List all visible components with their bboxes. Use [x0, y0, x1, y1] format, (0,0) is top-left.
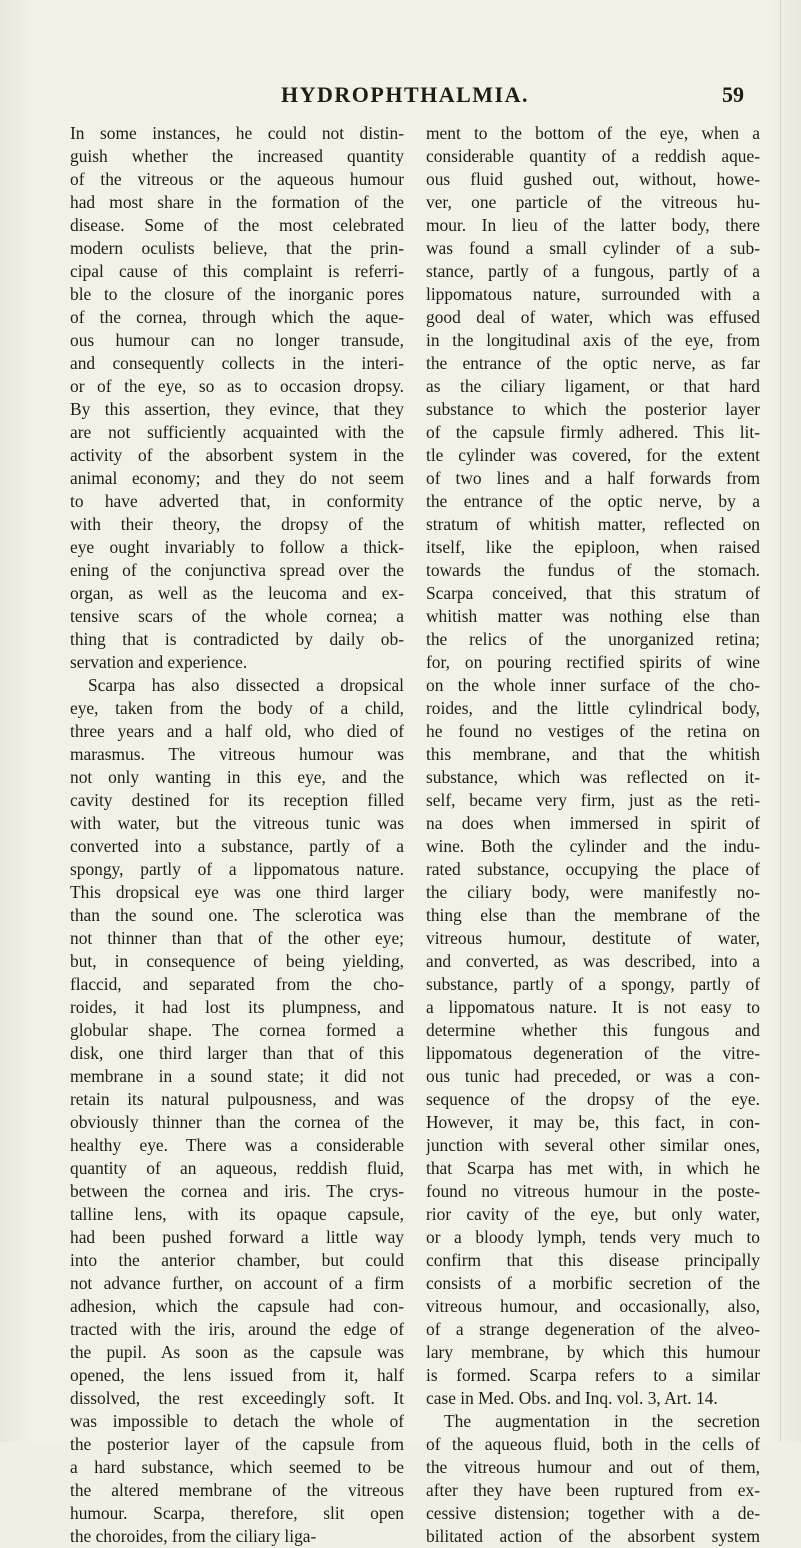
text-line: he found no vestiges of the retina on: [426, 721, 760, 741]
text-line: ous humour can no longer transude,: [70, 330, 404, 350]
text-line: junction with several other similar ones,: [426, 1135, 760, 1155]
text-line: flaccid, and separated from the cho-: [70, 974, 404, 994]
text-line: are not sufficiently acquainted with the: [70, 422, 404, 442]
text-line: organ, as well as the leucoma and ex-: [70, 583, 404, 603]
text-line: a hard substance, which seemed to be: [70, 1457, 404, 1477]
text-line: considerable quantity of a reddish aque-: [426, 146, 760, 166]
text-line: The augmentation in the secretion: [444, 1411, 760, 1431]
text-line: ver, one particle of the vitreous hu-: [426, 192, 760, 212]
text-line: humour. Scarpa, therefore, slit open: [70, 1503, 404, 1523]
text-line: cipal cause of this complaint is referri-: [70, 261, 404, 281]
text-line: This dropsical eye was one third larger: [70, 882, 404, 902]
text-line: dissolved, the rest exceedingly soft. It: [70, 1388, 404, 1408]
text-line: confirm that this disease principally: [426, 1250, 760, 1270]
text-line: substance, partly of a spongy, partly of: [426, 974, 760, 994]
text-line: rated substance, occupying the place of: [426, 859, 760, 879]
text-line: vitreous humour, destitute of water,: [426, 928, 760, 948]
text-line: in the longitudinal axis of the eye, from: [426, 330, 760, 350]
text-line: on the whole inner surface of the cho-: [426, 675, 760, 695]
text-line: case in Med. Obs. and Inq. vol. 3, Art. 14.: [426, 1388, 718, 1408]
text-line: found no vitreous humour in the poste-: [426, 1181, 760, 1201]
text-line: not thinner than that of the other eye;: [70, 928, 404, 948]
text-line: cessive distension; together with a de-: [426, 1503, 760, 1523]
text-line: whitish matter was nothing else than: [426, 606, 760, 626]
text-line: Scarpa has also dissected a dropsical: [88, 675, 404, 695]
text-line: bilitated action of the absorbent system: [426, 1526, 760, 1546]
text-line: guish whether the increased quantity: [70, 146, 404, 166]
text-line: than the sound one. The sclerotica was: [70, 905, 404, 925]
text-line: or of the eye, so as to occasion dropsy.: [70, 376, 404, 396]
text-line: substance, which was reflected on it-: [426, 767, 760, 787]
text-line: the vitreous humour and out of them,: [426, 1457, 760, 1477]
text-line: that Scarpa has met with, in which he: [426, 1158, 760, 1178]
text-line: was found a small cylinder of a sub-: [426, 238, 760, 258]
text-line: animal economy; and they do not seem: [70, 468, 404, 488]
text-line: thing that is contradicted by daily ob-: [70, 629, 404, 649]
text-line: had most share in the formation of the: [70, 192, 404, 212]
text-line: vitreous humour, and occasionally, also,: [426, 1296, 760, 1316]
text-line: Scarpa conceived, that this stratum of: [426, 583, 760, 603]
text-line: of the aqueous fluid, both in the cells of: [426, 1434, 760, 1454]
text-line: membrane in a sound state; it did not: [70, 1066, 404, 1086]
text-line: as the ciliary ligament, or that hard: [426, 376, 760, 396]
text-line: However, it may be, this fact, in con-: [426, 1112, 760, 1132]
running-title: HYDROPHTHALMIA.: [281, 82, 529, 107]
page-edge-shadow: [780, 0, 781, 1442]
text-line: sequence of the dropsy of the eye.: [426, 1089, 760, 1109]
text-line: tracted with the iris, around the edge of: [70, 1319, 404, 1339]
text-line: or a bloody lymph, tends very much to: [426, 1227, 760, 1247]
text-line: lippomatous degeneration of the vitre-: [426, 1043, 760, 1063]
text-line: healthy eye. There was a considerable: [70, 1135, 404, 1155]
text-line: tensive scars of the whole cornea; a: [70, 606, 404, 626]
text-line: of two lines and a half forwards from: [426, 468, 760, 488]
text-line: of the cornea, through which the aque-: [70, 307, 404, 327]
text-line: the relics of the unorganized retina;: [426, 629, 760, 649]
text-line: talline lens, with its opaque capsule,: [70, 1204, 404, 1224]
text-line: the posterior layer of the capsule from: [70, 1434, 404, 1454]
page-number: 59: [722, 82, 744, 107]
text-line: thing else than the membrane of the: [426, 905, 760, 925]
text-line: this membrane, and that the whitish: [426, 744, 760, 764]
text-line: of a strange degeneration of the alveo-: [426, 1319, 760, 1339]
text-line: ous tunic had preceded, or was a con-: [426, 1066, 760, 1086]
text-line: lary membrane, by which this humour: [426, 1342, 760, 1362]
text-line: na does when immersed in spirit of: [426, 813, 760, 833]
text-line: determine whether this fungous and: [426, 1020, 760, 1040]
text-line: stance, partly of a fungous, partly of a: [426, 261, 760, 281]
text-line: obviously thinner than the cornea of the: [70, 1112, 404, 1132]
text-line: the altered membrane of the vitreous: [70, 1480, 404, 1500]
text-line: By this assertion, they evince, that they: [70, 399, 404, 419]
text-line: not advance further, on account of a firm: [70, 1273, 404, 1293]
text-line: rior cavity of the eye, but only water,: [426, 1204, 760, 1224]
text-line: to have adverted that, in conformity: [70, 491, 404, 511]
text-line: with water, but the vitreous tunic was: [70, 813, 404, 833]
text-line: and consequently collects in the interi-: [70, 353, 404, 373]
text-line: retain its natural pulpousness, and was: [70, 1089, 404, 1109]
text-line: was impossible to detach the whole of: [70, 1411, 404, 1431]
text-line: opened, the lens issued from it, half: [70, 1365, 404, 1385]
text-line: tle cylinder was covered, for the extent: [426, 445, 760, 465]
text-line: three years and a half old, who died of: [70, 721, 404, 741]
text-line: for, on pouring rectified spirits of wine: [426, 652, 760, 672]
text-line: lippomatous nature, surrounded with a: [426, 284, 760, 304]
text-line: cavity destined for its reception filled: [70, 790, 404, 810]
text-line: activity of the absorbent system in the: [70, 445, 404, 465]
text-line: ble to the closure of the inorganic pores: [70, 284, 404, 304]
text-line: is formed. Scarpa refers to a similar: [426, 1365, 760, 1385]
text-line: the ciliary body, were manifestly no-: [426, 882, 760, 902]
text-line: itself, like the epiploon, when raised: [426, 537, 760, 557]
text-line: ous fluid gushed out, without, howe-: [426, 169, 760, 189]
text-line: ment to the bottom of the eye, when a: [426, 123, 760, 143]
text-line: with their theory, the dropsy of the: [70, 514, 404, 534]
text-line: self, became very firm, just as the reti-: [426, 790, 760, 810]
text-line: the choroides, from the ciliary liga-: [70, 1526, 317, 1546]
right-text-column: [426, 122, 760, 1548]
text-line: a lippomatous nature. It is not easy to: [426, 997, 760, 1017]
text-line: good deal of water, which was effused: [426, 307, 760, 327]
text-line: disease. Some of the most celebrated: [70, 215, 404, 235]
text-line: the entrance of the optic nerve, as far: [426, 353, 760, 373]
text-line: of the vitreous or the aqueous humour: [70, 169, 404, 189]
text-line: adhesion, which the capsule had con-: [70, 1296, 404, 1316]
text-line: converted into a substance, partly of a: [70, 836, 404, 856]
text-line: roides, and the little cylindrical body,: [426, 698, 760, 718]
text-line: the pupil. As soon as the capsule was: [70, 1342, 404, 1362]
text-line: wine. Both the cylinder and the indu-: [426, 836, 760, 856]
text-line: towards the fundus of the stomach.: [426, 560, 760, 580]
text-line: In some instances, he could not distin-: [70, 123, 404, 143]
text-line: into the anterior chamber, but could: [70, 1250, 404, 1270]
text-line: roides, it had lost its plumpness, and: [70, 997, 404, 1017]
text-line: between the cornea and iris. The crys-: [70, 1181, 404, 1201]
text-line: and converted, as was described, into a: [426, 951, 760, 971]
text-line: modern oculists believe, that the prin-: [70, 238, 404, 258]
text-line: quantity of an aqueous, reddish fluid,: [70, 1158, 404, 1178]
text-line: substance to which the posterior layer: [426, 399, 760, 419]
text-line: ening of the conjunctiva spread over the: [70, 560, 404, 580]
text-line: disk, one third larger than that of this: [70, 1043, 404, 1063]
text-line: eye, taken from the body of a child,: [70, 698, 404, 718]
text-line: consists of a morbific secretion of the: [426, 1273, 760, 1293]
text-line: globular shape. The cornea formed a: [70, 1020, 404, 1040]
left-text-column: [70, 122, 404, 1548]
text-line: after they have been ruptured from ex-: [426, 1480, 760, 1500]
text-line: servation and experience.: [70, 652, 248, 672]
text-line: mour. In lieu of the latter body, there: [426, 215, 760, 235]
text-line: stratum of whitish matter, reflected on: [426, 514, 760, 534]
text-line: but, in consequence of being yielding,: [70, 951, 404, 971]
text-line: spongy, partly of a lippomatous nature.: [70, 859, 404, 879]
text-line: not only wanting in this eye, and the: [70, 767, 404, 787]
text-line: eye ought invariably to follow a thick-: [70, 537, 404, 557]
text-line: of the capsule firmly adhered. This lit-: [426, 422, 760, 442]
text-line: the entrance of the optic nerve, by a: [426, 491, 760, 511]
text-line: marasmus. The vitreous humour was: [70, 744, 404, 764]
running-head: [60, 82, 750, 112]
text-line: had been pushed forward a little way: [70, 1227, 404, 1247]
